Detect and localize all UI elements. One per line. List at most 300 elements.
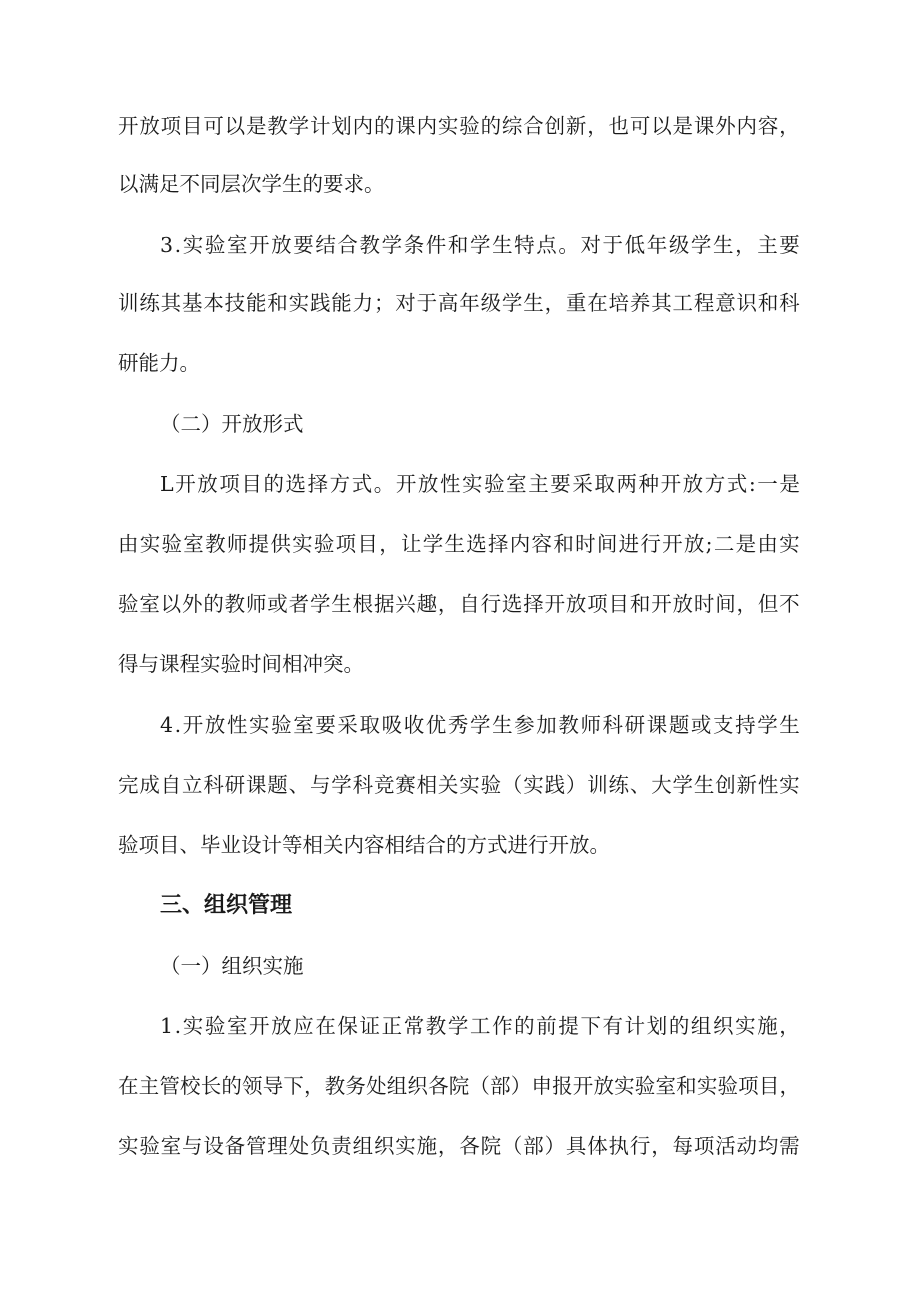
- glyph: 学: [331, 773, 352, 797]
- glyph: 基: [181, 291, 203, 315]
- glyph: 由: [118, 532, 139, 556]
- glyph: 均: [757, 1134, 779, 1158]
- glyph: 科: [352, 773, 374, 797]
- glyph: 创: [544, 114, 566, 138]
- glyph: ；: [373, 291, 395, 315]
- glyph: 实: [523, 773, 544, 797]
- glyph: 时: [575, 532, 596, 556]
- glyph: 学: [501, 291, 523, 315]
- glyph: 培: [608, 291, 630, 315]
- glyph: 方: [704, 472, 726, 496]
- glyph: ，: [587, 114, 608, 138]
- glyph: .: [174, 233, 182, 257]
- glyph: 行: [640, 532, 661, 556]
- glyph: 新: [565, 114, 587, 138]
- paragraph-line: [160, 474, 800, 495]
- glyph: 验: [459, 114, 480, 138]
- glyph: 践: [309, 291, 331, 315]
- glyph: 设: [203, 1134, 224, 1158]
- glyph: 验: [717, 1074, 738, 1098]
- glyph: 件: [425, 233, 447, 257]
- glyph: :: [748, 472, 756, 496]
- paragraph-line: [118, 1076, 800, 1097]
- glyph: 实: [779, 532, 800, 556]
- glyph: 证: [359, 1014, 381, 1038]
- glyph: 收: [403, 713, 425, 737]
- glyph: 科: [602, 713, 624, 737]
- glyph: 学: [288, 114, 310, 138]
- glyph: 生: [492, 713, 513, 737]
- glyph: 技: [224, 291, 246, 315]
- glyph: 处: [366, 1074, 387, 1098]
- glyph: ，: [379, 532, 400, 556]
- glyph: 目: [758, 1074, 780, 1098]
- glyph: ，: [651, 1134, 672, 1158]
- glyph: 放: [271, 1014, 292, 1038]
- glyph: 式: [726, 472, 748, 496]
- glyph: 学: [690, 233, 712, 257]
- glyph: 对: [580, 233, 601, 257]
- glyph: 各: [459, 1134, 480, 1158]
- glyph: 课: [693, 114, 715, 138]
- glyph: 项: [335, 532, 357, 556]
- glyph: 一: [757, 472, 778, 496]
- glyph: 教: [267, 114, 288, 138]
- glyph: 也: [608, 114, 630, 138]
- glyph: 处: [288, 1134, 310, 1158]
- glyph: 验: [484, 472, 505, 496]
- glyph: 种: [638, 472, 659, 496]
- glyph: 选: [501, 592, 523, 616]
- glyph: 于: [416, 291, 438, 315]
- glyph: 和: [447, 233, 469, 257]
- glyph: 动: [736, 1134, 758, 1158]
- glyph: 学: [469, 713, 491, 737]
- glyph: 项: [738, 1074, 759, 1098]
- glyph: ，: [779, 1014, 800, 1038]
- glyph: 择: [307, 472, 329, 496]
- glyph: 课: [395, 114, 416, 138]
- paragraph-line: [118, 534, 800, 555]
- glyph: 计: [624, 1014, 646, 1038]
- glyph: 需: [779, 1134, 800, 1158]
- glyph: 体: [587, 1134, 608, 1158]
- glyph: 的: [263, 472, 284, 496]
- glyph: 以: [224, 114, 246, 138]
- glyph: 组: [352, 1134, 374, 1158]
- glyph: 、: [288, 773, 310, 797]
- glyph: 生: [779, 713, 800, 737]
- glyph: 选: [466, 532, 487, 556]
- glyph: 二: [713, 532, 735, 556]
- glyph: 是: [735, 532, 757, 556]
- glyph: 4: [160, 713, 174, 737]
- glyph: 以: [160, 592, 182, 616]
- glyph: 织: [407, 1074, 428, 1098]
- glyph: 教: [224, 592, 246, 616]
- glyph: 验: [634, 1074, 656, 1098]
- glyph: 关: [437, 773, 459, 797]
- paragraph-line: [118, 293, 800, 314]
- glyph: 题: [668, 713, 690, 737]
- glyph: 学: [381, 233, 403, 257]
- glyph: 执: [608, 1134, 630, 1158]
- glyph: 以: [651, 114, 672, 138]
- glyph: 低: [624, 233, 646, 257]
- glyph: 取: [594, 472, 615, 496]
- glyph: 室: [160, 1134, 182, 1158]
- glyph: 合: [337, 233, 358, 257]
- glyph: 实: [462, 472, 483, 496]
- glyph: 实: [614, 1074, 635, 1098]
- glyph: 主: [757, 233, 778, 257]
- glyph: 开: [662, 532, 683, 556]
- glyph: 大: [651, 773, 672, 797]
- glyph: 师: [245, 592, 267, 616]
- glyph: 完: [118, 773, 139, 797]
- glyph: 其: [651, 291, 672, 315]
- glyph: 要: [550, 472, 571, 496]
- glyph: 和: [553, 532, 574, 556]
- glyph: 题: [267, 773, 288, 797]
- glyph: 和: [629, 592, 651, 616]
- glyph: .: [174, 713, 182, 737]
- glyph: 外: [715, 114, 736, 138]
- glyph: 院: [448, 1074, 470, 1098]
- glyph: 生: [444, 532, 465, 556]
- glyph: 实: [249, 713, 270, 737]
- glyph: 优: [425, 713, 447, 737]
- glyph: 和: [267, 291, 288, 315]
- glyph: 验: [118, 592, 139, 616]
- glyph: 开: [249, 233, 270, 257]
- glyph: 是: [245, 114, 267, 138]
- glyph: 其: [160, 291, 182, 315]
- glyph: ）: [544, 1134, 566, 1158]
- glyph: 内: [352, 114, 374, 138]
- glyph: 活: [715, 1134, 736, 1158]
- section-heading: 三、组织管理: [160, 893, 293, 918]
- glyph: 参: [514, 713, 535, 737]
- glyph: 合: [523, 114, 544, 138]
- glyph: 放: [204, 713, 226, 737]
- glyph: ）: [565, 773, 587, 797]
- glyph: ，: [437, 592, 459, 616]
- glyph: 特: [514, 233, 535, 257]
- glyph: 放: [565, 592, 587, 616]
- glyph: 行: [629, 1134, 651, 1158]
- glyph: 立: [181, 773, 203, 797]
- glyph: 但: [757, 592, 779, 616]
- glyph: 师: [226, 532, 248, 556]
- glyph: ，: [736, 592, 758, 616]
- glyph: 训: [118, 291, 139, 315]
- glyph: 计: [309, 114, 331, 138]
- glyph: 根: [352, 592, 374, 616]
- glyph: 申: [531, 1074, 552, 1098]
- glyph: 实: [696, 1074, 718, 1098]
- glyph: 教: [205, 532, 226, 556]
- glyph: 加: [536, 713, 557, 737]
- glyph: 级: [480, 291, 502, 315]
- glyph: 要: [315, 713, 336, 737]
- glyph: L: [160, 472, 174, 496]
- glyph: 识: [736, 291, 758, 315]
- glyph: 赛: [395, 773, 416, 797]
- glyph: 放: [271, 233, 292, 257]
- glyph: 实: [182, 233, 204, 257]
- glyph: 务: [345, 1074, 366, 1098]
- glyph: 成: [139, 773, 160, 797]
- glyph: 织: [713, 1014, 734, 1038]
- glyph: 生: [331, 592, 352, 616]
- glyph: 创: [715, 773, 736, 797]
- glyph: 学: [469, 233, 491, 257]
- glyph: 条: [403, 233, 425, 257]
- glyph: 新: [736, 773, 758, 797]
- glyph: 组: [386, 1074, 408, 1098]
- glyph: 实: [182, 1014, 204, 1038]
- glyph: 验: [139, 1134, 160, 1158]
- glyph: 结: [315, 233, 336, 257]
- glyph: 实: [735, 1014, 756, 1038]
- glyph: 不: [779, 592, 800, 616]
- paragraph-line: 验项目、毕业设计等相关内容相结合的方式进行开放。: [118, 833, 610, 857]
- glyph: 训: [587, 773, 608, 797]
- glyph: 性: [226, 713, 248, 737]
- glyph: 点: [536, 233, 557, 257]
- glyph: ，: [735, 233, 756, 257]
- glyph: 相: [416, 773, 438, 797]
- glyph: 于: [602, 233, 624, 257]
- glyph: 教: [324, 1074, 346, 1098]
- section-subheading: （一）组织实施: [160, 954, 304, 978]
- glyph: 要: [293, 233, 314, 257]
- glyph: 提: [248, 532, 270, 556]
- glyph: 在: [587, 291, 608, 315]
- glyph: ，: [544, 291, 566, 315]
- glyph: 兴: [395, 592, 416, 616]
- glyph: 重: [565, 291, 587, 315]
- glyph: 两: [616, 472, 637, 496]
- glyph: 让: [400, 532, 422, 556]
- glyph: 1: [160, 1014, 174, 1038]
- glyph: 学: [447, 1014, 469, 1038]
- glyph: 管: [245, 1134, 267, 1158]
- glyph: 科: [779, 291, 800, 315]
- glyph: 实: [118, 1134, 139, 1158]
- glyph: 目: [241, 472, 262, 496]
- glyph: 的: [203, 592, 224, 616]
- glyph: 生: [492, 233, 513, 257]
- paragraph-line: 以满足不同层次学生的要求。: [118, 172, 385, 196]
- glyph: 竞: [373, 773, 395, 797]
- glyph: 可: [203, 114, 224, 138]
- glyph: 验: [271, 713, 292, 737]
- glyph: 下: [283, 1074, 304, 1098]
- glyph: 和: [676, 1074, 697, 1098]
- paragraph-line: [118, 116, 800, 137]
- glyph: 验: [480, 773, 502, 797]
- glyph: 级: [668, 233, 690, 257]
- glyph: （: [469, 1074, 490, 1098]
- glyph: 练: [608, 773, 630, 797]
- section-subheading: （二）开放形式: [160, 412, 304, 436]
- glyph: 3: [160, 233, 174, 257]
- glyph: 择: [488, 532, 509, 556]
- glyph: 开: [660, 472, 682, 496]
- glyph: 导: [262, 1074, 284, 1098]
- glyph: 施: [416, 1134, 438, 1158]
- glyph: 开: [651, 592, 672, 616]
- glyph: 的: [480, 114, 502, 138]
- glyph: ，: [779, 114, 800, 138]
- glyph: （: [501, 1134, 523, 1158]
- glyph: 室: [139, 592, 160, 616]
- glyph: 负: [309, 1134, 331, 1158]
- glyph: ;: [705, 532, 713, 556]
- glyph: 项: [160, 114, 182, 138]
- glyph: 养: [629, 291, 651, 315]
- glyph: 的: [668, 1014, 690, 1038]
- glyph: 院: [480, 1134, 502, 1158]
- glyph: 高: [437, 291, 459, 315]
- glyph: 在: [315, 1014, 336, 1038]
- glyph: 放: [683, 532, 705, 556]
- glyph: 是: [672, 114, 694, 138]
- glyph: 验: [313, 532, 335, 556]
- glyph: 放: [197, 472, 218, 496]
- glyph: 。: [558, 233, 579, 257]
- glyph: 学: [757, 713, 778, 737]
- glyph: 主: [528, 472, 549, 496]
- glyph: 组: [690, 1014, 712, 1038]
- glyph: 能: [331, 291, 352, 315]
- glyph: 织: [373, 1134, 395, 1158]
- glyph: 采: [337, 713, 358, 737]
- glyph: 管: [159, 1074, 180, 1098]
- glyph: 开: [572, 1074, 594, 1098]
- glyph: 与: [181, 1134, 203, 1158]
- glyph: 和: [757, 291, 779, 315]
- glyph: 验: [204, 233, 226, 257]
- glyph: （: [501, 773, 523, 797]
- glyph: 或: [690, 713, 712, 737]
- glyph: 部: [490, 1074, 511, 1098]
- glyph: 理: [267, 1134, 288, 1158]
- glyph: 室: [506, 472, 527, 496]
- glyph: 领: [242, 1074, 263, 1098]
- glyph: 实: [139, 532, 161, 556]
- glyph: 提: [558, 1014, 579, 1038]
- glyph: 方: [329, 472, 351, 496]
- glyph: 容: [531, 532, 553, 556]
- glyph: 室: [293, 713, 314, 737]
- glyph: 实: [459, 773, 480, 797]
- glyph: 供: [270, 532, 291, 556]
- glyph: 容: [757, 114, 779, 138]
- glyph: 程: [693, 291, 715, 315]
- glyph: ，: [304, 1074, 325, 1098]
- glyph: 实: [395, 1134, 416, 1158]
- glyph: 采: [572, 472, 593, 496]
- glyph: 主: [138, 1074, 160, 1098]
- glyph: 各: [428, 1074, 449, 1098]
- glyph: 进: [618, 532, 640, 556]
- glyph: 放: [682, 472, 704, 496]
- glyph: 开: [175, 472, 196, 496]
- glyph: 教: [359, 233, 381, 257]
- glyph: 内: [736, 114, 758, 138]
- glyph: 实: [292, 532, 313, 556]
- glyph: 学: [672, 773, 694, 797]
- glyph: 性: [439, 472, 461, 496]
- glyph: 工: [672, 291, 694, 315]
- paragraph-line: [160, 1016, 800, 1037]
- glyph: 据: [373, 592, 395, 616]
- glyph: 实: [437, 114, 459, 138]
- glyph: 间: [715, 592, 736, 616]
- glyph: 生: [523, 291, 544, 315]
- glyph: 划: [646, 1014, 668, 1038]
- glyph: 课: [646, 713, 668, 737]
- paragraph-line: [118, 1136, 800, 1157]
- glyph: 练: [139, 291, 160, 315]
- glyph: 可: [629, 114, 651, 138]
- glyph: 责: [331, 1134, 352, 1158]
- glyph: 取: [359, 713, 381, 737]
- glyph: 开: [182, 713, 204, 737]
- glyph: 要: [779, 233, 800, 257]
- glyph: 项: [219, 472, 240, 496]
- paragraph-line: 研能力。: [118, 351, 200, 375]
- paragraph-line: [160, 715, 800, 736]
- glyph: 目: [357, 532, 378, 556]
- glyph: 趣: [416, 592, 438, 616]
- glyph: 目: [608, 592, 630, 616]
- glyph: 应: [293, 1014, 314, 1038]
- glyph: 项: [587, 592, 608, 616]
- glyph: 验: [161, 532, 183, 556]
- glyph: 年: [459, 291, 480, 315]
- glyph: 行: [480, 592, 502, 616]
- glyph: 是: [779, 472, 800, 496]
- glyph: 放: [139, 114, 160, 138]
- glyph: 综: [501, 114, 523, 138]
- glyph: 年: [646, 233, 668, 257]
- glyph: 室: [226, 233, 248, 257]
- glyph: 或: [267, 592, 288, 616]
- glyph: 科: [203, 773, 224, 797]
- glyph: 划: [331, 114, 352, 138]
- glyph: 在: [118, 1074, 139, 1098]
- glyph: 本: [203, 291, 224, 315]
- glyph: 有: [602, 1014, 624, 1038]
- glyph: 支: [713, 713, 734, 737]
- glyph: 内: [509, 532, 531, 556]
- glyph: 力: [352, 291, 374, 315]
- glyph: 持: [735, 713, 756, 737]
- glyph: 备: [224, 1134, 246, 1158]
- glyph: 间: [596, 532, 618, 556]
- glyph: 开: [544, 592, 566, 616]
- glyph: 践: [544, 773, 566, 797]
- glyph: 开: [395, 472, 417, 496]
- glyph: 室: [183, 532, 204, 556]
- glyph: 选: [285, 472, 306, 496]
- glyph: 放: [593, 1074, 614, 1098]
- glyph: 开: [118, 114, 139, 138]
